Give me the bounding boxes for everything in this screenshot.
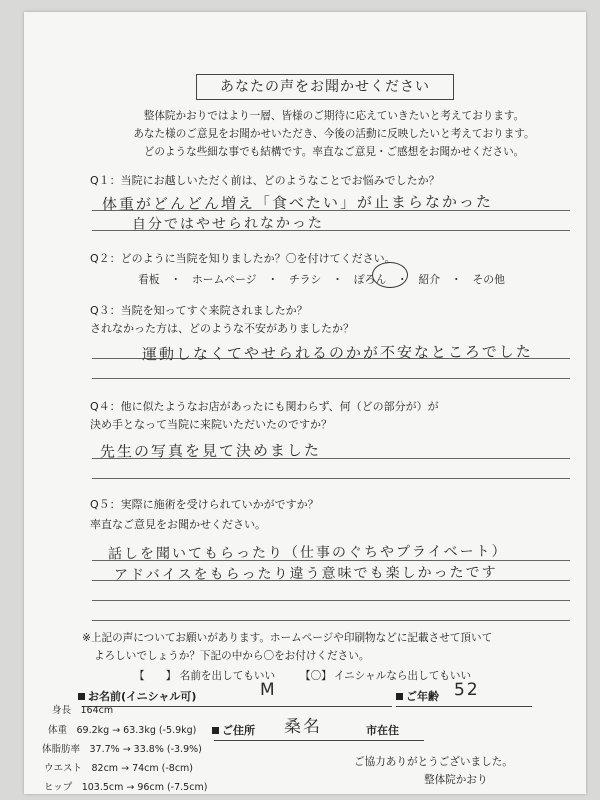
answer-line	[92, 600, 570, 601]
permission-option-name: 【 】 名前を出してもいい	[134, 670, 276, 682]
request-line-2: よろしいでしょうか？下記の中から〇をお付けください。	[94, 650, 370, 662]
question-3-line-1: Q３：当院を知ってすぐ来院されましたか？	[90, 304, 308, 317]
answer-3: 運動しなくてやせられるのかが不安なところでした	[141, 342, 533, 364]
clinic-signature: 整体院かおり	[424, 774, 488, 786]
answer-5-line-2: アドバイスをもらったり違う意味でも楽しかったです	[113, 564, 498, 584]
intro-line-3: どのような些細な事でも結構です。率直なご意見・ご感想をお聞かせください。	[143, 146, 525, 158]
measurement-weight: 体重 69.2kg → 63.3kg (-5.9kg)	[48, 725, 197, 736]
age-field-underline	[396, 706, 532, 707]
measurement-body-fat: 体脂肪率 37.7% → 33.8% (-3.9%)	[42, 744, 202, 755]
bullet-square-icon	[78, 693, 85, 700]
permission-option-initial-label: イニシャルなら出してもいい	[334, 670, 472, 682]
name-value: M	[259, 679, 277, 701]
selected-option-circle	[372, 262, 408, 288]
measurement-height: 身長 164cm	[52, 705, 114, 716]
answer-line	[92, 620, 570, 621]
answer-1-line-1: 体重がどんどん増え「食べたい」が止まらなかった	[101, 192, 494, 214]
question-4-line-2: 決め手となって当院に来院いただいたのですか？	[90, 418, 332, 431]
age-value: 52	[453, 679, 480, 701]
name-field-underline	[82, 706, 392, 707]
intro-line-1: 整体院かおりではより一層、皆様のご期待に応えていきたいと考えております。	[143, 110, 525, 122]
thanks-message: ご協力ありがとうございました。	[354, 756, 513, 768]
bullet-square-icon	[396, 693, 403, 700]
address-field-underline	[214, 740, 424, 741]
answer-5-line-1: 話しを聞いてもらったり（仕事のぐちやプライベート）	[107, 543, 508, 563]
address-suffix: 市在住	[366, 724, 399, 737]
answer-line	[92, 478, 570, 479]
intro-line-2: あなた様のご意見をお聞かせいただき、今後の活動に反映したいと考えております。	[133, 128, 535, 140]
address-field-label: ご住所	[212, 722, 255, 738]
question-3-line-2: されなかった方は、どのような不安がありましたか？	[90, 322, 354, 335]
survey-sheet	[24, 12, 586, 794]
bullet-square-icon	[212, 727, 219, 734]
address-value: 桑名	[283, 716, 323, 738]
answer-1-line-2: 自分ではやせられなかった	[131, 215, 325, 233]
request-line-1: ※上記の声についてお願いがあります。ホームページや印刷物などに記載させて頂いて	[82, 632, 493, 644]
answer-line	[92, 378, 570, 379]
measurement-hip: ヒップ 103.5cm → 96cm (-7.5cm)	[44, 782, 208, 793]
answer-4: 先生の写真を見て決めました	[99, 441, 322, 461]
question-1: Q１：当院にお越しいただく前は、どのようなことでお悩みでしたか？	[90, 174, 440, 187]
measurement-waist: ウエスト 82cm → 74cm (-8cm)	[44, 763, 194, 774]
question-2: Q２：どのように当院を知りましたか？〇を付けてください。	[90, 252, 396, 265]
question-5-line-2: 率直なご意見をお聞かせください。	[90, 518, 266, 531]
source-options: 看板 ・ ホームページ ・ チラシ ・ ぽろん ・ 紹介 ・ その他	[138, 273, 505, 286]
question-4-line-1: Q４：他に似たようなお店があったにも関わらず、何（どの部分が）が	[90, 400, 439, 413]
page-title: あなたの声をお聞かせください	[196, 74, 454, 100]
age-field-label: ご年齢	[396, 688, 439, 704]
name-field-label: お名前(イニシャル可)	[78, 688, 196, 704]
permission-option-initial-checkbox: 【〇】	[300, 670, 332, 682]
question-5-line-1: Q５：実際に施術を受けられていかがですか？	[90, 498, 319, 511]
